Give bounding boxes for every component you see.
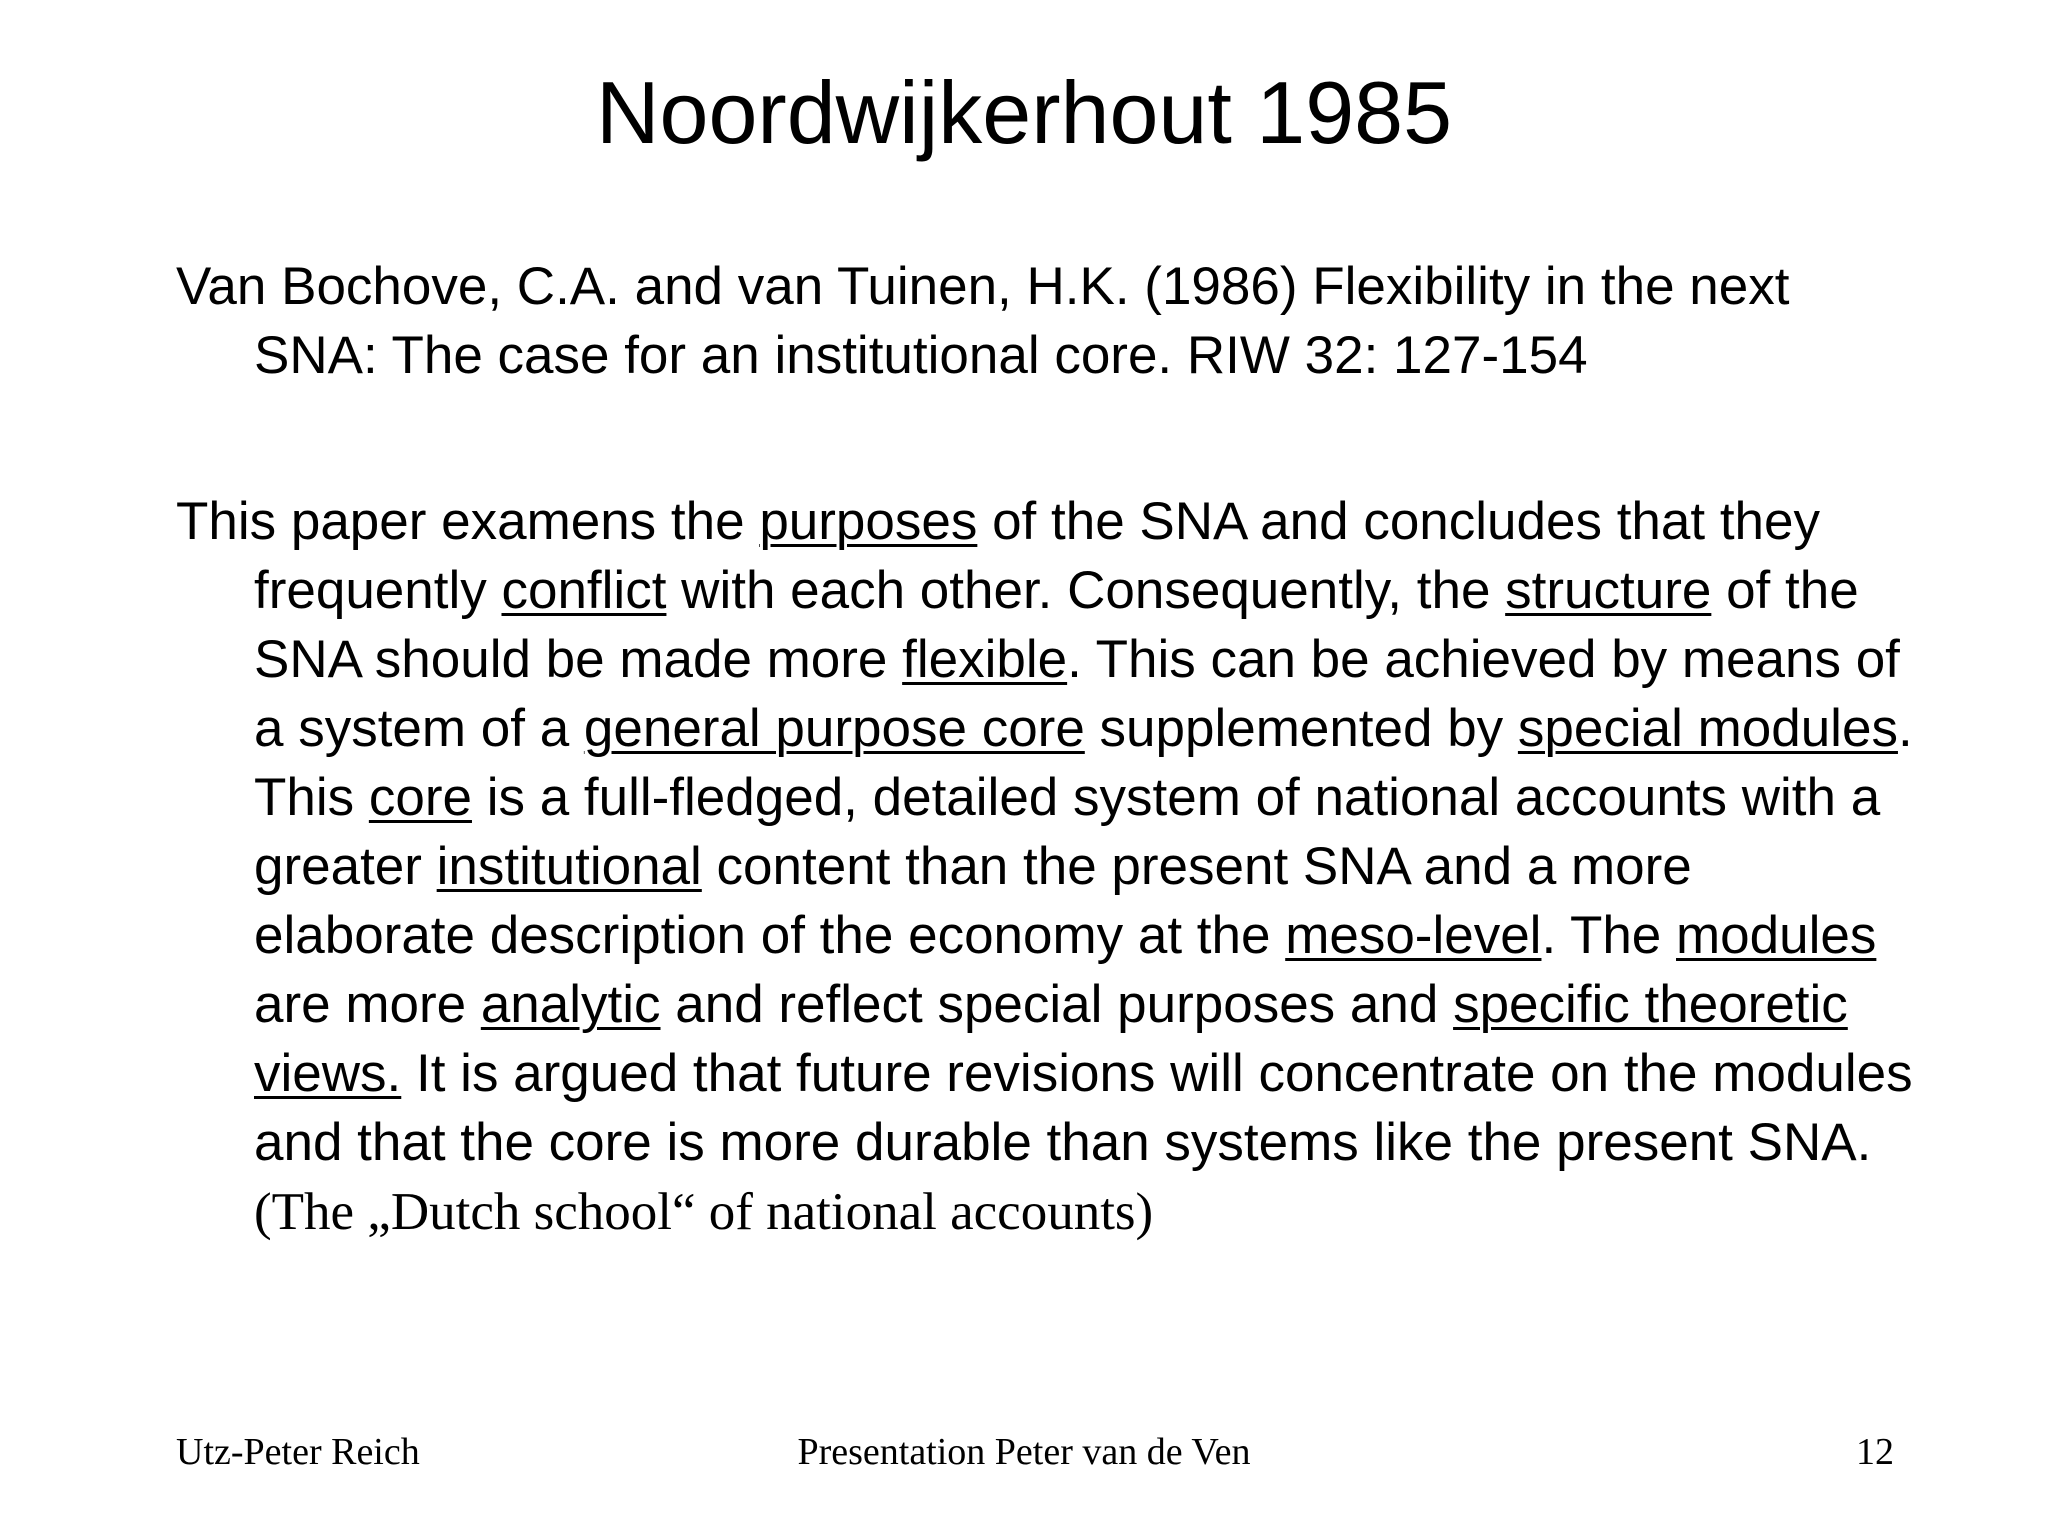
slide-title: Noordwijkerhout 1985 bbox=[595, 63, 1453, 162]
abstract-segment: . The bbox=[1541, 906, 1677, 965]
underlined-term: modules bbox=[1676, 906, 1877, 965]
abstract-segment: of the SNA should be made more bbox=[254, 561, 1859, 689]
abstract-segment: and reflect special purposes and bbox=[660, 975, 1454, 1034]
abstract-segment: content than the present SNA and a more elaborate description of the economy at the bbox=[254, 837, 1692, 965]
abstract-segment: of the SNA and concludes that they frequently bbox=[254, 492, 1821, 620]
underlined-term: conflict bbox=[501, 561, 667, 620]
footer-author: Utz-Peter Reich bbox=[176, 1431, 420, 1473]
underlined-term: general purpose core bbox=[583, 699, 1085, 758]
abstract-segment: . This bbox=[254, 699, 1913, 827]
footer-presentation: Presentation Peter van de Ven bbox=[797, 1431, 1251, 1473]
dutch-school-note: (The „Dutch school“ of national accounts) bbox=[254, 1183, 1154, 1241]
reference-citation: Van Bochove, C.A. and van Tuinen, H.K. (1986) Flexibility in the next SNA: The case for an institutional core. RIW 32: 127-154 bbox=[176, 257, 1790, 385]
abstract-segment: is a full-fledged, detailed system of national accounts with a greater bbox=[254, 768, 1881, 896]
underlined-term: institutional bbox=[436, 837, 702, 896]
underlined-term: structure bbox=[1505, 561, 1712, 620]
abstract-segment: It is argued that future revisions will concentrate on the modules and that the core is more durable than systems like the present SNA. bbox=[254, 1044, 1913, 1172]
abstract-paragraph bbox=[176, 487, 1916, 1247]
underlined-term: flexible bbox=[902, 630, 1068, 689]
page-number: 12 bbox=[1856, 1431, 1894, 1473]
abstract-segment: . This can be achieved by means of a system of a bbox=[254, 630, 1900, 758]
underlined-term: special modules bbox=[1517, 699, 1898, 758]
underlined-term: purposes bbox=[759, 492, 978, 551]
underlined-term: analytic bbox=[480, 975, 661, 1034]
underlined-term: meso-level bbox=[1285, 906, 1542, 965]
abstract-text bbox=[176, 492, 1913, 1172]
abstract-segment: supplemented by bbox=[1084, 699, 1518, 758]
underlined-term: specific theoretic views. bbox=[254, 975, 1848, 1103]
abstract-segment: This paper examens the bbox=[176, 492, 760, 551]
abstract-segment: with each other. Consequently, the bbox=[666, 561, 1506, 620]
abstract-segment: are more bbox=[254, 975, 481, 1034]
underlined-term: core bbox=[368, 768, 472, 827]
